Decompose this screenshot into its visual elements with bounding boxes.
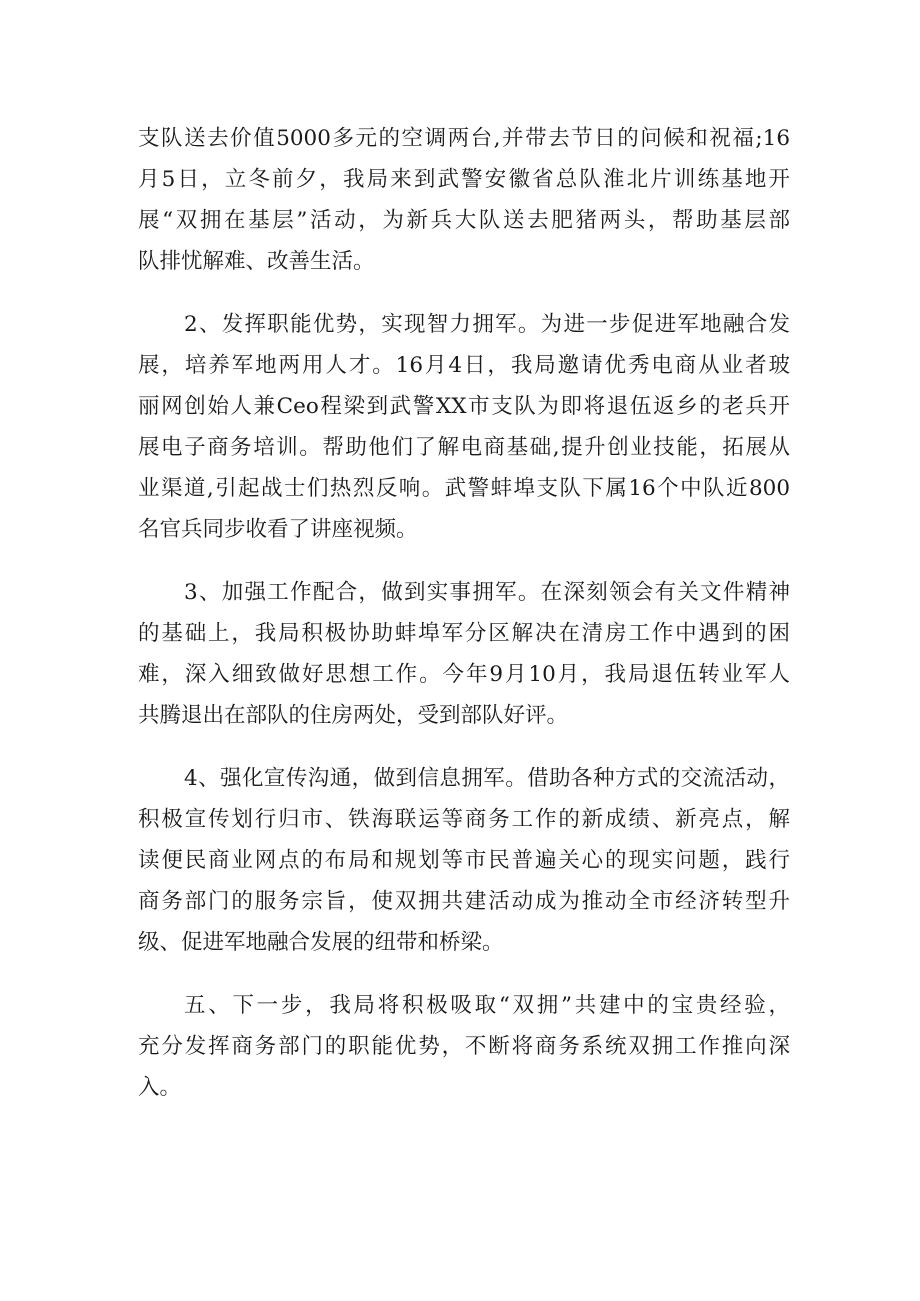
document-body (138, 118, 790, 1130)
text-line: 难，深入细致做好思想工作。今年9月10月，我局退伍转业军人 (138, 662, 790, 687)
text-line: 支队送去价值5000多元的空调两台,并带去节日的问候和祝福;16 (138, 126, 790, 151)
text-line: 展“双拥在基层”活动，为新兵大队送去肥猪两头，帮助基层部 (138, 208, 790, 233)
text-line: 名官兵同步收看了讲座视频。 (138, 517, 418, 542)
text-line: 3、加强工作配合，做到实事拥军。在深刻领会有关文件精神 (184, 580, 790, 605)
text-line: 队排忧解难、改善生活。 (138, 249, 375, 274)
text-line: 4、强化宣传沟通，做到信息拥军。借助各种方式的交流活动， (184, 766, 790, 791)
paragraph-1 (138, 118, 790, 282)
text-line: 丽网创始人兼Ceo程梁到武警XX市支队为即将退伍返乡的老兵开 (138, 394, 790, 419)
paragraph-4 (138, 758, 790, 963)
text-line: 业渠道,引起战士们热烈反响。武警蚌埠支队下属16个中队近800 (138, 476, 790, 501)
text-line: 共腾退出在部队的住房两处，受到部队好评。 (138, 703, 569, 728)
text-line: 五、下一步，我局将积极吸取“双拥”共建中的宝贵经验， (184, 993, 790, 1018)
text-line: 2、发挥职能优势，实现智力拥军。为进一步促进军地融合发 (184, 312, 790, 337)
text-line: 展，培养军地两用人才。16月4日，我局邀请优秀电商从业者玻 (138, 353, 790, 378)
text-line: 积极宣传划行归市、铁海联运等商务工作的新成绩、新亮点，解 (138, 807, 790, 832)
text-line: 入。 (138, 1075, 182, 1100)
paragraph-2 (138, 304, 790, 550)
paragraph-5 (138, 985, 790, 1108)
text-line: 的基础上，我局积极协助蚌埠军分区解决在清房工作中遇到的困 (138, 621, 790, 646)
text-line: 月5日，立冬前夕，我局来到武警安徽省总队淮北片训练基地开 (138, 167, 790, 192)
text-line: 读便民商业网点的布局和规划等市民普遍关心的现实问题，践行 (138, 848, 790, 873)
paragraph-3 (138, 572, 790, 736)
text-line: 商务部门的服务宗旨，使双拥共建活动成为推动全市经济转型升 (138, 889, 790, 914)
text-line: 级、促进军地融合发展的纽带和桥梁。 (138, 930, 504, 955)
text-line: 充分发挥商务部门的职能优势，不断将商务系统双拥工作推向深 (138, 1034, 790, 1059)
text-line: 展电子商务培训。帮助他们了解电商基础,提升创业技能，拓展从 (138, 435, 790, 460)
